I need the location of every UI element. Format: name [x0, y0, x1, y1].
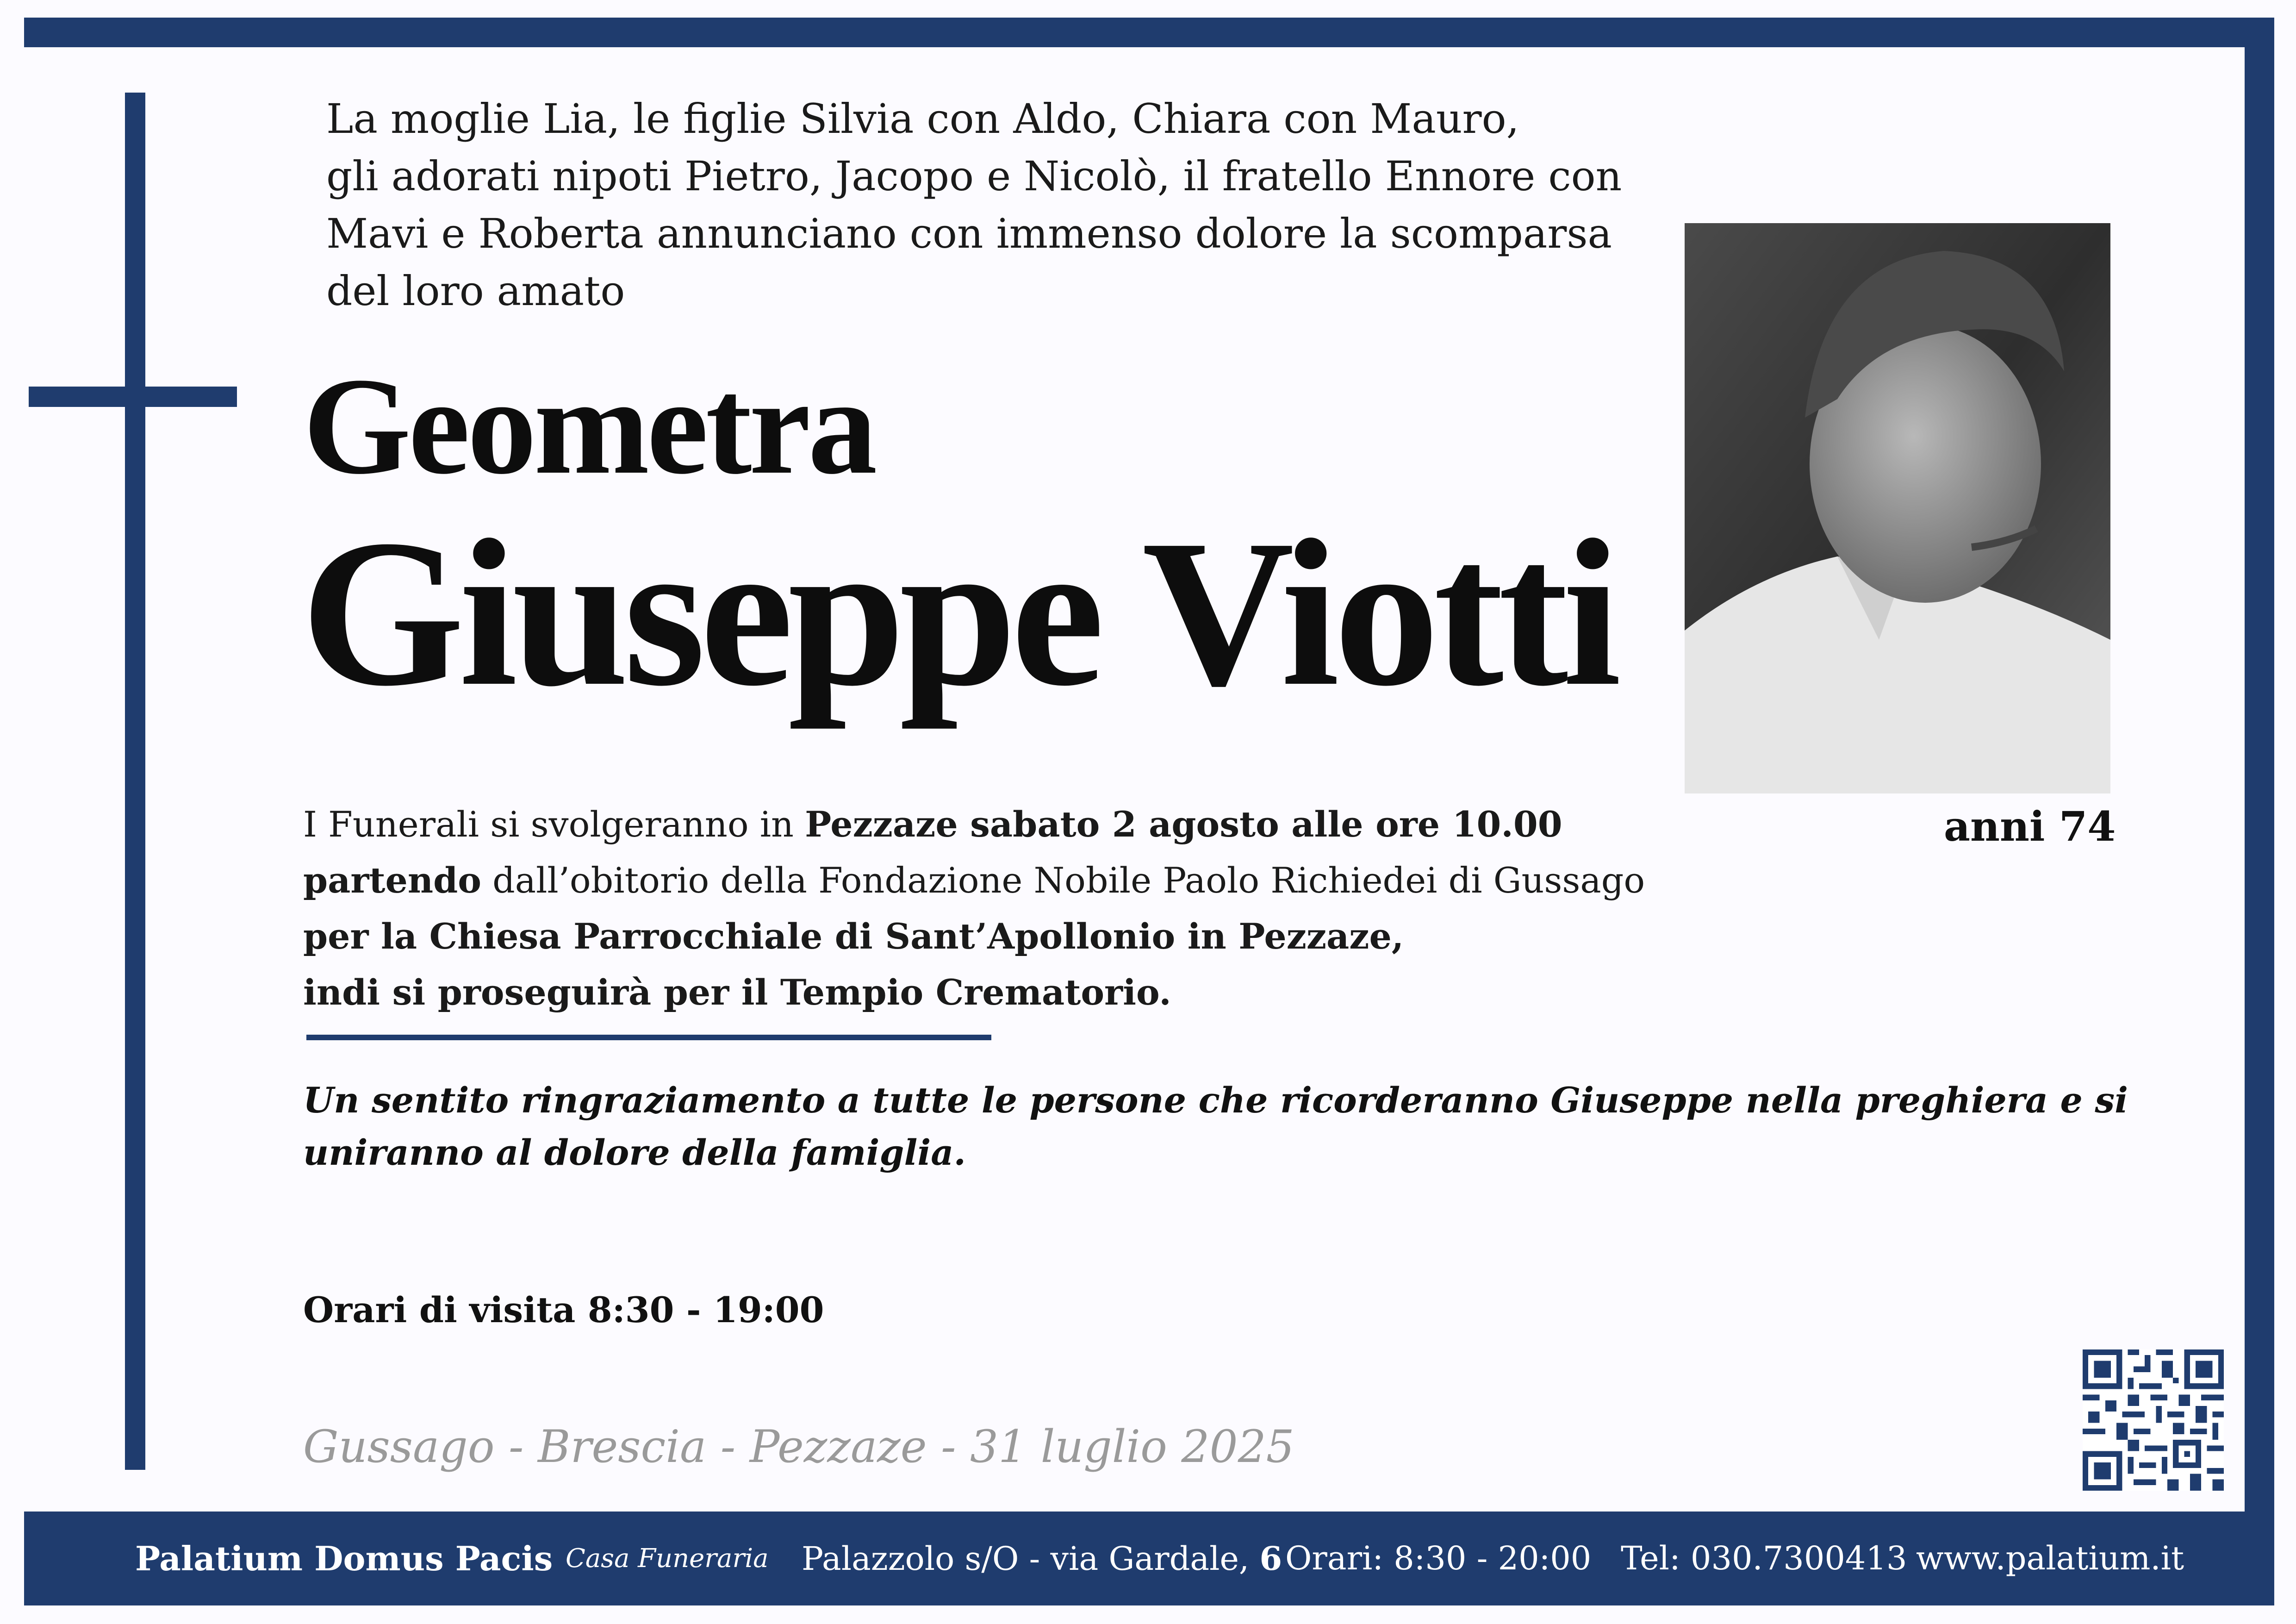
funeral-home-subtitle: Casa Funeraria — [566, 1543, 769, 1574]
deceased-portrait-photo — [1685, 223, 2110, 793]
funeral-departure-location: dall’obitorio della Fondazione Nobile Paolo Richiedei di Gussago — [481, 860, 1645, 901]
funeral-home-name: Palatium Domus Pacis — [135, 1539, 553, 1578]
deceased-title: Geometra — [303, 349, 875, 503]
funeral-text: I Funerali si svolgeranno in — [303, 804, 805, 845]
funeral-details — [303, 796, 1692, 1020]
section-divider — [306, 1035, 991, 1040]
portrait-illustration — [1685, 223, 2110, 793]
deceased-name: Giuseppe Viotti — [301, 497, 1616, 730]
intro-line: La moglie Lia, le figlie Silvia con Aldo, Chiara con Mauro, — [326, 95, 1519, 143]
funeral-line-2 — [303, 852, 1692, 908]
intro-paragraph — [326, 90, 1622, 320]
intro-line: Mavi e Roberta annunciano con immenso dolore la scomparsa — [326, 210, 1612, 257]
funeral-line-3: per la Chiesa Parrocchiale di Sant’Apollonio in Pezzaze, — [303, 916, 1404, 957]
address-street: Palazzolo s/O - via Gardale, — [802, 1540, 1260, 1578]
qr-code-graphic — [2083, 1349, 2224, 1491]
funeral-home-hours: Orari: 8:30 - 20:00 — [1285, 1539, 1592, 1577]
qr-code[interactable] — [2083, 1349, 2224, 1491]
place-and-date: Gussago - Brescia - Pezzaze - 31 luglio 2025 — [303, 1421, 1294, 1473]
thanks-message: Un sentito ringraziamento a tutte le persone che ricorderanno Giuseppe nella preghiera e si uniranno al dolore della famiglia. — [303, 1080, 2128, 1173]
cross-horizontal-bar — [29, 387, 237, 407]
funeral-home-phone[interactable]: Tel: 030.7300413 — [1621, 1539, 1907, 1577]
footer-bar — [24, 1512, 2274, 1605]
intro-line: gli adorati nipoti Pietro, Jacopo e Nicolò, il fratello Ennore con — [326, 152, 1622, 200]
frame-right-border — [2245, 18, 2274, 1605]
funeral-place-time: Pezzaze sabato 2 agosto alle ore 10.00 — [805, 804, 1562, 845]
funeral-home-website[interactable]: www.palatium.it — [1916, 1539, 2184, 1577]
intro-line: del loro amato — [326, 267, 625, 315]
frame-top-border — [24, 18, 2274, 47]
funeral-line-1 — [303, 796, 1692, 852]
visiting-hours: Orari di visita 8:30 - 19:00 — [303, 1289, 824, 1330]
deceased-age: anni 74 — [1944, 802, 2116, 850]
funeral-line-4: indi si proseguirà per il Tempio Crematorio. — [303, 972, 1171, 1013]
funeral-home-address — [802, 1512, 1282, 1605]
address-number: 6 — [1259, 1539, 1282, 1578]
funeral-departure: partendo — [303, 860, 481, 901]
cross-vertical-bar — [125, 93, 145, 1470]
